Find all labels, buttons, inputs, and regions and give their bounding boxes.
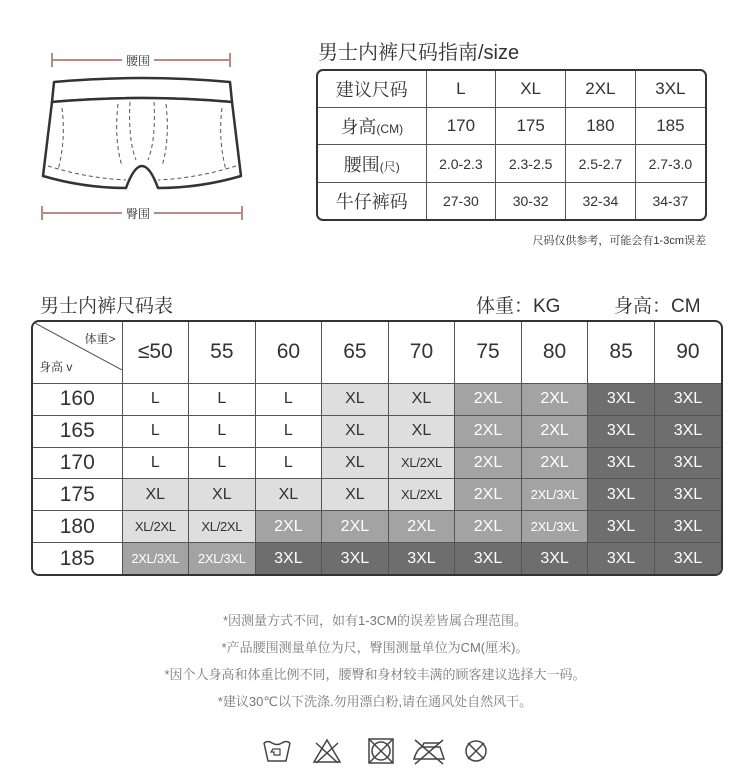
weight-header-cell: 90 [654,322,721,383]
size-chart-cell: XL [322,383,389,415]
size-guide-header-row [318,71,705,108]
size-chart-cell: 3XL [654,511,721,543]
size-guide-cell: 185 [635,108,705,145]
size-guide-row-height [318,108,705,145]
size-chart-cell: 2XL/3XL [521,511,588,543]
size-chart-cell: 3XL [654,543,721,574]
size-guide-header-cell: 2XL [566,71,636,108]
weight-unit-label: 体重：KG [476,296,561,317]
size-chart-cell: 2XL [455,383,522,415]
size-chart-cell: 3XL [521,543,588,574]
size-chart-row [33,383,721,415]
size-guide-table [316,69,707,221]
weight-header-cell: 85 [588,322,655,383]
note-line: *因测量方式不同，如有1-3CM的误差皆属合理范围。 [222,613,528,628]
size-chart-cell: XL [322,479,389,511]
size-chart-cell: 3XL [654,447,721,479]
height-row-label: 160 [33,383,122,415]
size-guide-row-jeans [318,182,705,219]
size-chart-cell: L [255,415,322,447]
size-chart-row [33,447,721,479]
note-line: *产品腰围测量单位为尺，臀围测量单位为CM(厘米)。 [221,640,529,655]
size-chart-cell: 2XL [521,415,588,447]
size-chart-cell: 3XL [588,415,655,447]
height-row-label: 170 [33,447,122,479]
size-chart-cell: 2XL [455,447,522,479]
hip-label: 臀围 [122,205,154,222]
size-chart-cell: XL/2XL [388,447,455,479]
note-line: *因个人身高和体重比例不同，腰臀和身材较丰满的顾客建议选择大一码。 [164,667,586,682]
size-chart-cell: L [255,383,322,415]
no-tumble-dry-icon [366,737,396,770]
size-guide-row-label: 牛仔裤码 [318,182,426,219]
size-chart-cell: 3XL [455,543,522,574]
size-chart-cell: XL/2XL [122,511,189,543]
size-chart-title: 男士内裤尺码表 [40,296,174,317]
size-chart-cell: 2XL [455,479,522,511]
size-chart-header-row [33,322,721,383]
size-chart-cell: 2XL/3XL [521,479,588,511]
size-chart-cell: XL [322,415,389,447]
size-chart-cell: 3XL [654,479,721,511]
size-chart-cell: 3XL [588,479,655,511]
size-guide-cell: 175 [496,108,566,145]
size-chart-cell: 3XL [388,543,455,574]
size-chart-cell: XL [189,479,256,511]
weight-header-cell: 60 [255,322,322,383]
size-chart-cell: 2XL [521,383,588,415]
corner-weight-label: 体重> [84,332,116,346]
no-dry-clean-icon [462,737,490,770]
weight-header-cell: 80 [521,322,588,383]
size-chart-corner-cell [33,322,122,383]
size-chart-cell: L [122,447,189,479]
size-guide-header-cell: XL [496,71,566,108]
height-row-label: 185 [33,543,122,574]
size-guide-cell: 180 [566,108,636,145]
no-bleach-icon [312,737,342,770]
corner-height-label: 身高 v [39,359,73,374]
size-chart-cell: 3XL [588,383,655,415]
size-guide-row-label: 身高(CM) [318,108,426,145]
size-chart-cell: L [189,447,256,479]
height-unit-label: 身高：CM [614,296,701,317]
size-chart-cell: 2XL/3XL [189,543,256,574]
size-guide-title: 男士内裤尺码指南/size [318,42,520,64]
care-notes [0,607,750,715]
weight-header-cell: 65 [322,322,389,383]
size-guide-note: 尺码仅供参考，可能会有1-3cm误差 [532,235,706,247]
size-chart-cell: L [255,447,322,479]
size-guide-cell: 27-30 [426,182,496,219]
size-guide-header-cell: 3XL [635,71,705,108]
size-chart-cell: XL/2XL [189,511,256,543]
size-chart-cell: 3XL [588,511,655,543]
height-row-label: 180 [33,511,122,543]
size-chart-table [31,320,723,576]
size-guide-cell: 32-34 [566,182,636,219]
size-chart-cell: XL [388,383,455,415]
size-guide-header-cell: L [426,71,496,108]
size-chart-cell: L [189,415,256,447]
size-chart-cell: XL [122,479,189,511]
size-chart-cell: 2XL [455,415,522,447]
size-chart-cell: 3XL [654,383,721,415]
size-chart-row [33,511,721,543]
size-guide-cell: 2.7-3.0 [635,145,705,182]
size-chart-cell: 3XL [255,543,322,574]
size-chart-cell: 3XL [588,543,655,574]
size-chart-row [33,415,721,447]
size-guide-cell: 170 [426,108,496,145]
size-chart-cell: L [122,415,189,447]
underwear-illustration [30,40,260,230]
care-icons [262,737,492,767]
size-guide-row-label: 腰围(尺) [318,145,426,182]
size-guide-cell: 2.3-2.5 [496,145,566,182]
size-chart-cell: 2XL [455,511,522,543]
size-chart-row [33,479,721,511]
size-guide-cell: 30-32 [496,182,566,219]
waist-label: 腰围 [122,52,154,69]
size-guide-cell: 2.0-2.3 [426,145,496,182]
size-chart-cell: 2XL/3XL [122,543,189,574]
height-row-label: 175 [33,479,122,511]
size-chart-cell: XL [388,415,455,447]
size-chart-cell: 2XL [521,447,588,479]
size-chart-cell: 3XL [588,447,655,479]
wash-30-icon [262,737,292,770]
size-chart-cell: L [122,383,189,415]
size-guide-row-waist [318,145,705,182]
size-chart-cell: 3XL [322,543,389,574]
weight-header-cell: 75 [455,322,522,383]
size-chart-cell: 2XL [322,511,389,543]
size-chart-cell: 3XL [654,415,721,447]
weight-header-cell: ≤50 [122,322,189,383]
size-guide-cell: 2.5-2.7 [566,145,636,182]
size-chart-cell: 2XL [255,511,322,543]
weight-header-cell: 70 [388,322,455,383]
size-guide-cell: 34-37 [635,182,705,219]
weight-header-cell: 55 [189,322,256,383]
note-line: *建议30℃以下洗涤.勿用漂白粉,请在通风处自然风干。 [217,694,533,709]
no-iron-icon [412,737,446,770]
size-chart-cell: L [189,383,256,415]
size-guide-header-cell: 建议尺码 [318,71,426,108]
size-chart-cell: 2XL [388,511,455,543]
height-row-label: 165 [33,415,122,447]
size-chart-cell: XL [255,479,322,511]
size-chart-cell: XL [322,447,389,479]
size-chart-cell: XL/2XL [388,479,455,511]
size-chart-row [33,543,721,574]
